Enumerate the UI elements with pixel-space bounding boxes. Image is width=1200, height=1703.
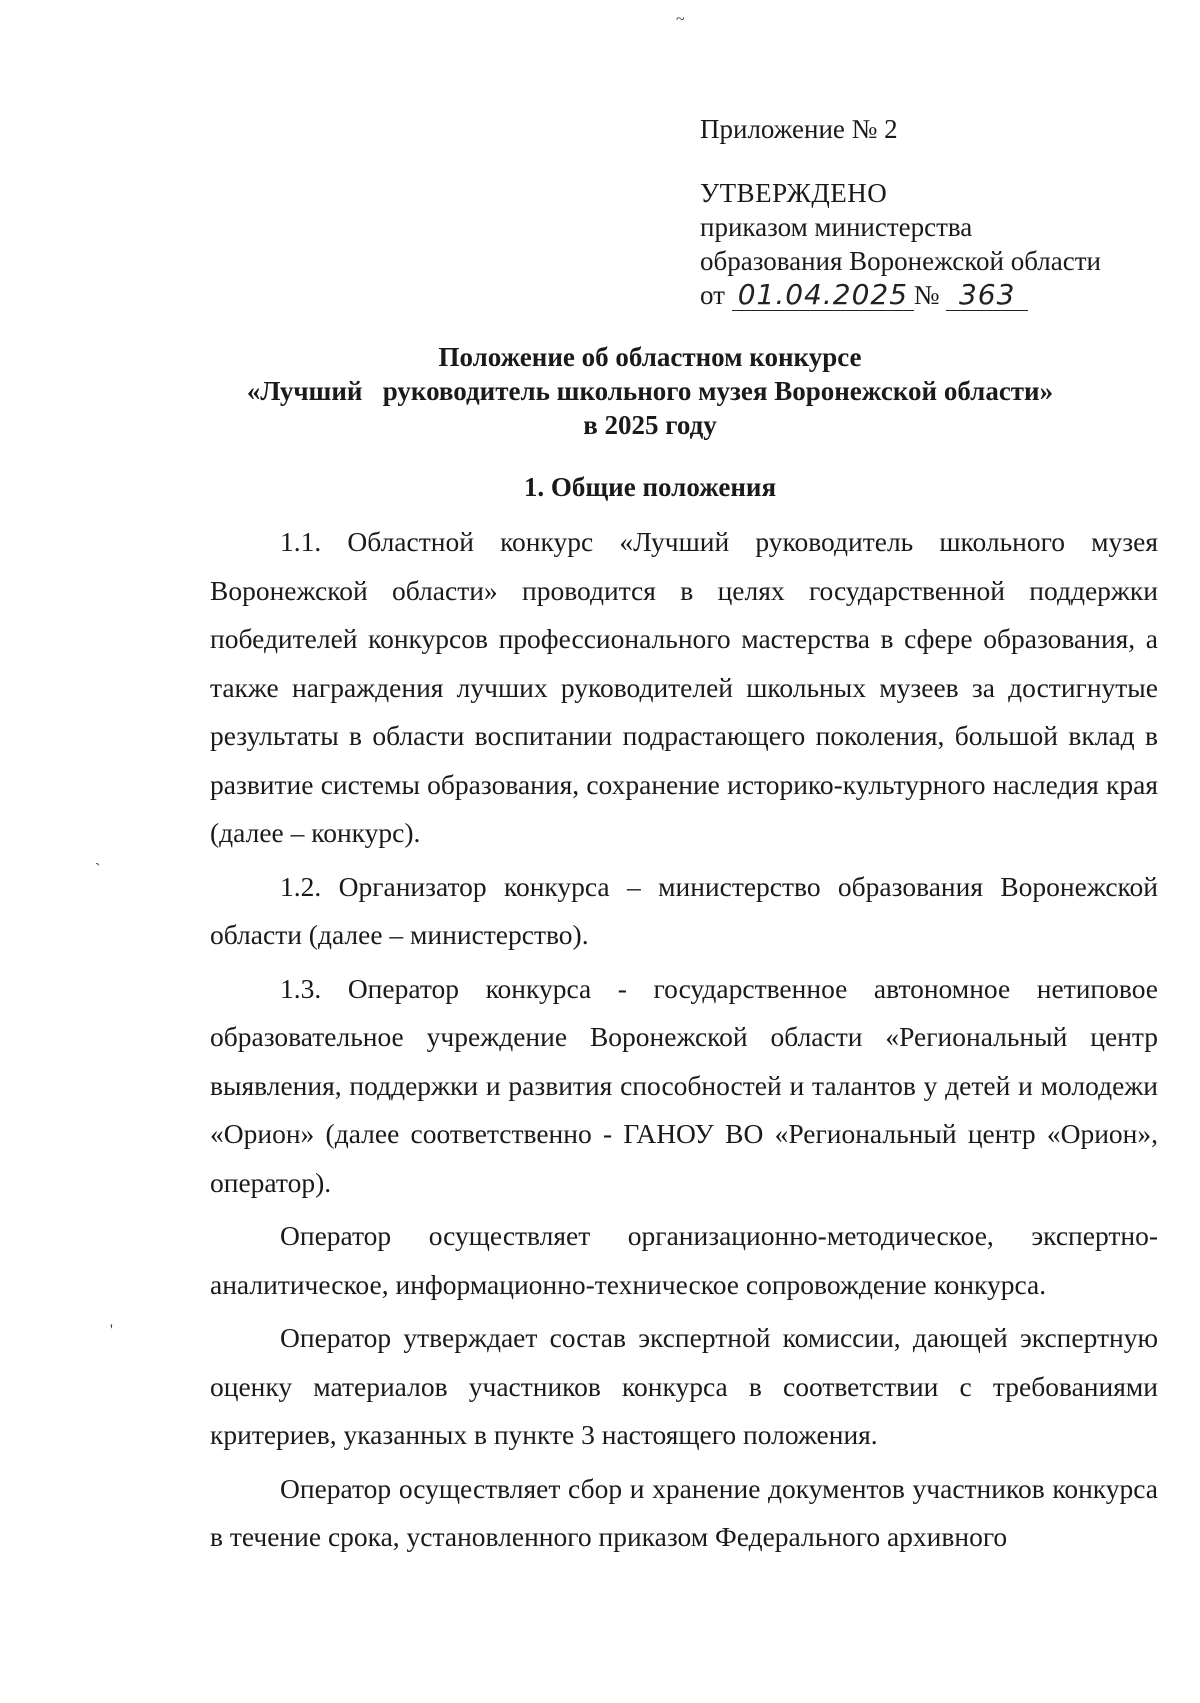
paragraph: Оператор утверждает состав экспертной комиссии, дающей экспертную оценку материалов участников конкурса в соответствии с требованиями критериев, указанных в пункте 3 настоящего положения. [210, 1322, 1158, 1450]
approval-block [700, 112, 1170, 312]
handwritten-number: 363 [946, 280, 1028, 311]
approval-line-2: образования Воронежской области [700, 246, 1101, 276]
order-number-label: № [913, 280, 940, 310]
order-line [700, 278, 1170, 312]
title-line-1: Положение об областном конкурсе [438, 342, 862, 372]
scan-mark-left-upper: ` [95, 861, 101, 878]
section-body [210, 518, 1158, 1567]
order-from-label: от [700, 280, 725, 310]
scan-mark-top: ~ [676, 11, 685, 28]
title-line-2: «Лучший руководитель школьного музея Воронежской области» [246, 376, 1054, 406]
title-line-3: в 2025 году [583, 410, 717, 440]
approved-label: УТВЕРЖДЕНО [700, 178, 888, 208]
annex-label: Приложение № 2 [700, 114, 898, 144]
paragraph: 1.2. Организатор конкурса – министерство образования Воронежской области (далее – министерство). [210, 870, 1158, 950]
section-heading: 1. Общие положения [523, 472, 777, 502]
paragraph: Оператор осуществляет сбор и хранение документов участников конкурса в течение срока, установленного приказом Федерального архивного [210, 1472, 1158, 1552]
scan-mark-left-lower: ' [110, 1322, 113, 1339]
paragraph: 1.3. Оператор конкурса - государственное автономное нетиповое образовательное учреждение Воронежской области «Региональный центр выявления, поддержки и развития способностей и талантов у детей и молодежи «Орион» (далее соответственно - ГАНОУ ВО «Региональный центр «Орион», оператор). [210, 972, 1158, 1198]
document-title [150, 340, 1150, 442]
paragraph: 1.1. Областной конкурс «Лучший руководитель школьного музея Воронежской области» проводится в целях государственной поддержки победителей конкурсов профессионального мастерства в сфере образования, а также награждения лучших руководителей школьных музеев за достигнутые результаты в области воспитании подрастающего поколения, большой вклад в развитие системы образования, сохранение историко-культурного наследия края (далее – конкурс). [210, 526, 1158, 848]
approval-line-1: приказом министерства [700, 212, 973, 242]
paragraph: Оператор осуществляет организационно-методическое, экспертно-аналитическое, информационно-техническое сопровождение конкурса. [210, 1220, 1158, 1300]
handwritten-date: 01.04.2025 [732, 280, 914, 311]
